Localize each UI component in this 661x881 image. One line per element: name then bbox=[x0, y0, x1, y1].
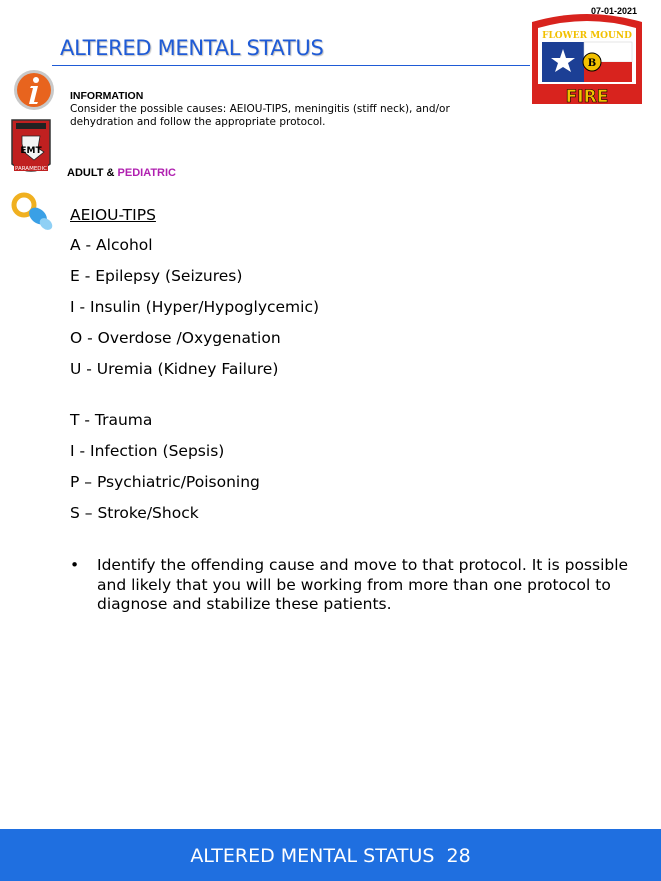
page-title: ALTERED MENTAL STATUS bbox=[60, 36, 324, 60]
title-divider bbox=[52, 65, 530, 66]
emt-badge-icon bbox=[8, 118, 54, 178]
logo-arc-text: FLOWER MOUND bbox=[542, 31, 632, 41]
bullet-symbol: • bbox=[70, 556, 80, 574]
mnemonic-item: E - Epilepsy (Seizures) bbox=[70, 267, 243, 285]
mnemonic-item: T - Trauma bbox=[70, 411, 153, 429]
flower-mound-fire-logo bbox=[528, 12, 646, 108]
audience-label bbox=[67, 167, 176, 179]
mnemonic-item: S – Stroke/Shock bbox=[70, 504, 199, 522]
badge-label: EMT bbox=[20, 146, 42, 156]
mnemonic-heading: AEIOU-TIPS bbox=[70, 206, 156, 224]
mnemonic-item: I - Insulin (Hyper/Hypoglycemic) bbox=[70, 298, 320, 316]
mnemonic-item: I - Infection (Sepsis) bbox=[70, 442, 225, 460]
mnemonic-item: U - Uremia (Kidney Failure) bbox=[70, 360, 279, 378]
mnemonic-item: A - Alcohol bbox=[70, 236, 153, 254]
svg-text:B: B bbox=[587, 58, 597, 69]
mnemonic-item: P – Psychiatric/Poisoning bbox=[70, 473, 260, 491]
guidance-text: Identify the offending cause and move to that protocol. It is possible and likely that you will be working from more than one protocol to diagnose and stabilize these patients. bbox=[97, 556, 629, 613]
guidance-bullet bbox=[70, 556, 630, 615]
information-heading: INFORMATION bbox=[70, 90, 144, 102]
info-icon bbox=[12, 68, 56, 112]
mnemonic-item: O - Overdose /Oxygenation bbox=[70, 329, 281, 347]
audience-pediatric: PEDIATRIC bbox=[117, 167, 176, 179]
footer-title: ALTERED MENTAL STATUS 28 bbox=[190, 845, 471, 867]
badge-bottom-text: PARAMEDIC bbox=[14, 166, 48, 172]
pacifier-icon bbox=[10, 192, 56, 232]
logo-fire-word: FIRE bbox=[565, 87, 609, 107]
page-footer bbox=[0, 829, 661, 881]
audience-adult: ADULT & bbox=[67, 167, 118, 179]
information-text: Consider the possible causes: AEIOU-TIPS, meningitis (stiff neck), and/or dehydration and follow the appropriate protocol. bbox=[70, 103, 450, 128]
protocol-date: 07-01-2021 bbox=[590, 6, 637, 16]
